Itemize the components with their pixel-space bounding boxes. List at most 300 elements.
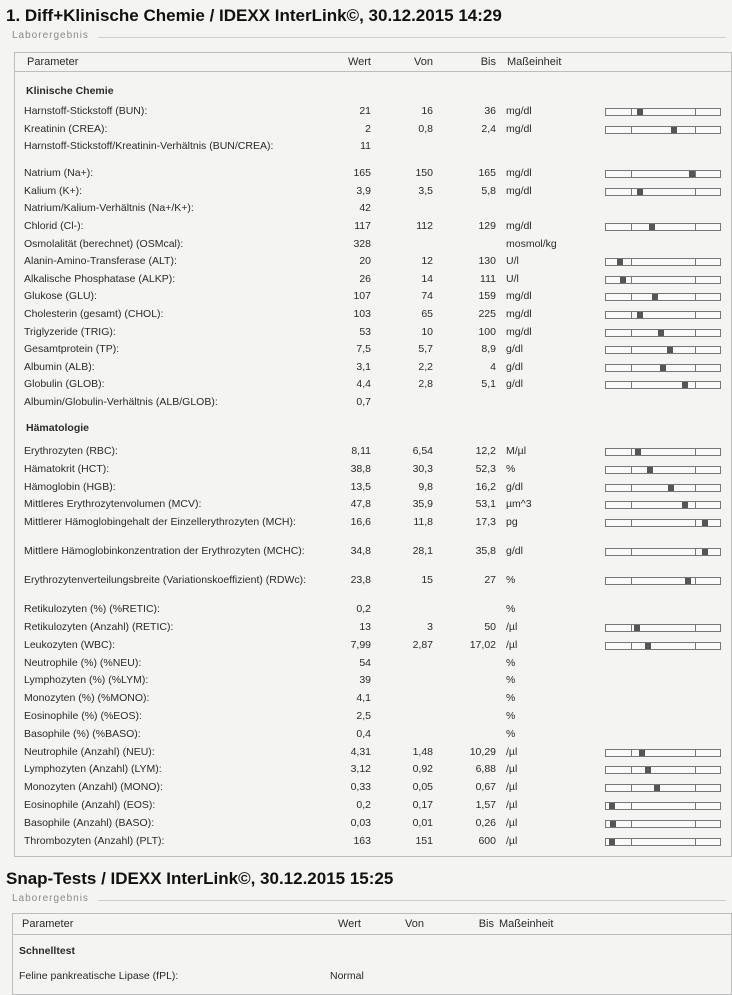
row-label: Albumin/Globulin-Verhältnis (ALB/GLOB):	[24, 396, 218, 408]
row-bis: 17,3	[475, 516, 496, 529]
snap-table-header	[13, 914, 731, 935]
range-marker	[620, 277, 626, 283]
range-tick	[631, 803, 632, 809]
row-unit: mg/dl	[506, 325, 532, 338]
row-label: Albumin (ALB):	[24, 360, 95, 373]
row-unit: M/µl	[506, 445, 527, 457]
row-von: 6,54	[412, 445, 433, 457]
row-unit: /µl	[506, 816, 518, 829]
range-bar	[605, 577, 721, 585]
row-wert: 13	[359, 621, 371, 633]
row-von: 112	[416, 220, 433, 232]
table-row	[15, 185, 731, 203]
range-marker	[617, 259, 623, 265]
row-von: 151	[415, 834, 433, 847]
range-marker	[645, 767, 651, 773]
row-unit: mg/dl	[506, 290, 532, 303]
row-label: Cholesterin (gesamt) (CHOL):	[24, 308, 164, 320]
row-von: 15	[421, 574, 433, 587]
range-tick	[631, 365, 632, 371]
range-tick	[695, 803, 696, 809]
row-bis: 0,67	[475, 781, 496, 794]
table-row	[15, 378, 731, 396]
table-row	[15, 781, 731, 799]
row-wert: 47,8	[350, 498, 371, 511]
table-row	[15, 123, 731, 141]
row-bis: 225	[478, 308, 496, 320]
row-unit: g/dl	[506, 480, 523, 493]
row-bis: 52,3	[475, 462, 496, 475]
range-bar	[605, 108, 721, 116]
row-bis: 6,88	[475, 763, 496, 776]
section-klinische-chemie: Klinische Chemie	[26, 85, 114, 97]
row-wert: 38,8	[350, 462, 371, 475]
range-bar	[605, 170, 721, 178]
table-row	[15, 202, 731, 220]
row-unit: %	[506, 710, 516, 722]
row-label: Monozyten (Anzahl) (MONO):	[24, 781, 163, 794]
range-tick	[631, 330, 632, 336]
table-header	[15, 53, 731, 72]
row-wert: 117	[354, 220, 371, 232]
snap-header-von: Von	[405, 918, 424, 930]
row-bis: 36	[484, 105, 496, 117]
range-tick	[631, 785, 632, 791]
row-label: Hämatokrit (HCT):	[24, 462, 110, 475]
row-label: Mittlerer Hämoglobingehalt der Einzellerythrozyten (MCH):	[24, 516, 296, 529]
row-von: 65	[421, 308, 433, 320]
range-marker	[668, 485, 674, 491]
row-label: Triglyzeride (TRIG):	[24, 325, 116, 338]
table-row	[15, 498, 731, 516]
row-wert: 0,4	[356, 727, 371, 740]
row-wert: 0,2	[356, 799, 371, 811]
range-marker	[647, 467, 653, 473]
range-bar	[605, 642, 721, 650]
row-unit: /µl	[506, 621, 518, 633]
range-tick	[631, 821, 632, 827]
range-tick	[695, 625, 696, 631]
header-unit: Maßeinheit	[507, 56, 562, 68]
header-parameter: Parameter	[27, 56, 79, 68]
range-bar	[605, 501, 721, 509]
row-von: 0,8	[418, 122, 433, 135]
range-tick	[695, 520, 696, 526]
table-row	[15, 710, 731, 728]
table-row	[15, 639, 731, 657]
table-row	[15, 463, 731, 481]
range-bar	[605, 784, 721, 792]
row-wert: 26	[359, 272, 371, 285]
row-von: 10	[421, 325, 433, 338]
row-unit: /µl	[506, 638, 518, 651]
range-marker	[654, 785, 660, 791]
range-tick	[695, 259, 696, 265]
row-unit: U/l	[506, 255, 519, 268]
row-wert: 107	[353, 290, 371, 303]
row-wert: 39	[359, 674, 371, 687]
row-von: 3	[427, 621, 433, 633]
table-row	[15, 167, 731, 185]
range-bar	[605, 838, 721, 846]
range-bar	[605, 749, 721, 757]
range-tick	[631, 189, 632, 195]
range-tick	[695, 224, 696, 230]
range-tick	[631, 767, 632, 773]
table-row	[15, 674, 731, 692]
range-marker	[671, 127, 677, 133]
range-tick	[631, 449, 632, 455]
row-bis: 130	[478, 255, 496, 268]
row-wert: 328	[353, 237, 371, 250]
row-wert: 3,1	[356, 360, 371, 373]
row-wert: 34,8	[350, 545, 371, 558]
range-tick	[695, 449, 696, 455]
section-legend: Laborergebnis	[12, 30, 89, 41]
row-bis: 129	[478, 220, 496, 232]
snap-table	[12, 913, 732, 995]
row-unit: /µl	[506, 745, 518, 758]
range-tick	[695, 467, 696, 473]
range-tick	[631, 839, 632, 845]
range-bar	[605, 519, 721, 527]
row-unit: pg	[506, 516, 518, 529]
row-von: 0,92	[412, 763, 433, 776]
range-bar	[605, 329, 721, 337]
range-bar	[605, 466, 721, 474]
range-tick	[631, 224, 632, 230]
row-unit: U/l	[506, 272, 519, 285]
row-label: Alanin-Amino-Transferase (ALT):	[24, 255, 177, 268]
row-unit: mg/dl	[506, 105, 532, 117]
table-row	[15, 361, 731, 379]
row-bis: 1,57	[475, 799, 496, 811]
snap-legend: Laborergebnis	[12, 893, 89, 904]
table-row	[15, 290, 731, 308]
row-von: 16	[421, 105, 433, 117]
table-row	[15, 817, 731, 835]
row-von: 150	[415, 167, 433, 180]
table-row	[15, 692, 731, 710]
range-tick	[631, 750, 632, 756]
table-row	[15, 545, 731, 574]
row-bis: 27	[484, 574, 496, 587]
range-tick	[695, 109, 696, 115]
row-unit: g/dl	[506, 360, 523, 373]
range-marker	[652, 294, 658, 300]
range-tick	[695, 750, 696, 756]
row-label: Erythrozytenverteilungsbreite (Variationskoeffizient) (RDWc):	[24, 574, 307, 587]
row-wert: 7,5	[356, 343, 371, 356]
row-wert: 3,12	[350, 763, 371, 776]
table-row	[15, 574, 731, 603]
row-label: Osmolalität (berechnet) (OSMcal):	[24, 237, 184, 250]
row-wert: 165	[353, 167, 371, 180]
row-unit: /µl	[506, 834, 518, 847]
row-label: Natrium/Kalium-Verhältnis (Na+/K+):	[24, 202, 194, 215]
range-marker	[685, 578, 691, 584]
range-marker	[649, 224, 655, 230]
range-tick	[695, 578, 696, 584]
row-wert: 4,1	[356, 692, 371, 705]
row-unit: %	[506, 727, 516, 740]
row-wert: 53	[359, 325, 371, 338]
row-bis: 159	[478, 290, 496, 303]
row-von: 2,87	[412, 638, 433, 651]
row-unit: mg/dl	[506, 308, 532, 320]
table-row	[15, 746, 731, 764]
row-bis: 100	[478, 325, 496, 338]
range-bar	[605, 548, 721, 556]
range-marker	[667, 347, 673, 353]
row-label: Harnstoff-Stickstoff/Kreatinin-Verhältnis (BUN/CREA):	[24, 140, 274, 153]
table-row	[15, 255, 731, 273]
range-bar	[605, 258, 721, 266]
range-tick	[695, 189, 696, 195]
row-von: 0,17	[412, 799, 433, 811]
table-row	[15, 516, 731, 545]
range-bar	[605, 311, 721, 319]
row-unit: µm^3	[506, 498, 532, 511]
header-von: Von	[414, 56, 433, 68]
row-unit: %	[506, 462, 516, 475]
range-bar	[605, 820, 721, 828]
range-tick	[695, 312, 696, 318]
row-wert: 23,8	[350, 574, 371, 587]
row-wert: 20	[359, 255, 371, 268]
row-label: Lymphozyten (%) (%LYM):	[24, 674, 149, 687]
row-wert: 42	[359, 202, 371, 215]
header-wert: Wert	[347, 56, 371, 68]
row-bis: 17,02	[469, 638, 496, 651]
row-label: Neutrophile (Anzahl) (NEU):	[24, 745, 155, 758]
range-bar	[605, 346, 721, 354]
row-wert: 21	[359, 105, 371, 117]
snap-header-parameter: Parameter	[22, 918, 74, 930]
range-bar	[605, 223, 721, 231]
row-label: Glukose (GLU):	[24, 290, 97, 303]
table-row	[15, 105, 731, 123]
row-wert: 163	[353, 834, 371, 847]
row-label: Eosinophile (%) (%EOS):	[24, 710, 142, 722]
range-bar	[605, 381, 721, 389]
range-marker	[635, 449, 641, 455]
range-marker	[702, 520, 708, 526]
table-row	[15, 238, 731, 256]
results-table	[14, 52, 732, 857]
row-von: 9,8	[418, 480, 433, 493]
range-tick	[631, 312, 632, 318]
row-bis: 10,29	[469, 745, 496, 758]
table-row	[15, 728, 731, 746]
snap-header-unit: Maßeinheit	[499, 918, 554, 930]
range-tick	[695, 365, 696, 371]
range-tick	[631, 520, 632, 526]
range-tick	[631, 625, 632, 631]
row-von: 30,3	[412, 462, 433, 475]
row-wert: 0,2	[356, 603, 371, 616]
row-unit: /µl	[506, 763, 518, 776]
row-von: 14	[421, 272, 433, 285]
row-label: Neutrophile (%) (%NEU):	[24, 656, 142, 669]
row-unit: %	[506, 692, 516, 705]
row-label: Eosinophile (Anzahl) (EOS):	[24, 799, 156, 811]
row-von: 0,05	[412, 781, 433, 794]
row-unit: g/dl	[506, 343, 523, 356]
range-marker	[682, 502, 688, 508]
row-unit: mg/dl	[506, 220, 532, 232]
table-row	[15, 326, 731, 344]
row-wert: 54	[359, 656, 371, 669]
row-wert: 13,5	[350, 480, 371, 493]
range-bar	[605, 126, 721, 134]
range-tick	[631, 549, 632, 555]
table-row	[15, 396, 731, 414]
snap-header-bis: Bis	[478, 918, 494, 930]
row-wert: 4,4	[356, 378, 371, 391]
row-bis: 5,1	[481, 378, 496, 391]
range-marker	[610, 821, 616, 827]
row-wert: 7,99	[350, 638, 371, 651]
row-von: 5,7	[418, 343, 433, 356]
range-bar	[605, 448, 721, 456]
row-von: 12	[421, 255, 433, 268]
range-marker	[637, 312, 643, 318]
header-bis: Bis	[480, 56, 496, 68]
range-bar	[605, 364, 721, 372]
table-row	[15, 621, 731, 639]
row-bis: 53,1	[475, 498, 496, 511]
table-row	[15, 763, 731, 781]
range-bar	[605, 484, 721, 492]
range-tick	[631, 347, 632, 353]
range-tick	[631, 127, 632, 133]
range-bar	[605, 802, 721, 810]
row-bis: 12,2	[475, 445, 496, 457]
table-row	[15, 657, 731, 675]
range-bar	[605, 188, 721, 196]
range-tick	[695, 485, 696, 491]
range-bar	[605, 766, 721, 774]
row-unit: mosmol/kg	[506, 237, 557, 250]
snap-title: Snap-Tests / IDEXX InterLink©, 30.12.2015 15:25	[6, 869, 394, 888]
row-label: Basophile (%) (%BASO):	[24, 727, 141, 740]
row-wert: 103	[353, 308, 371, 320]
row-label: Mittlere Hämoglobinkonzentration der Erythrozyten (MCHC):	[24, 545, 305, 558]
row-von: 3,5	[418, 184, 433, 197]
row-bis: 5,8	[481, 184, 496, 197]
row-label: Erythrozyten (RBC):	[24, 445, 118, 457]
row-unit: %	[506, 574, 516, 587]
row-bis: 50	[484, 621, 496, 633]
range-tick	[631, 382, 632, 388]
range-marker	[645, 643, 651, 649]
row-label: Feline pankreatische Lipase (fPL):	[19, 970, 179, 982]
row-unit: /µl	[506, 781, 518, 794]
row-unit: g/dl	[506, 545, 523, 558]
row-label: Natrium (Na+):	[24, 167, 94, 180]
range-marker	[682, 382, 688, 388]
range-tick	[695, 347, 696, 353]
range-tick	[631, 467, 632, 473]
table-row	[15, 603, 731, 621]
row-label: Leukozyten (WBC):	[24, 638, 116, 651]
row-bis: 0,26	[475, 816, 496, 829]
table-row	[15, 308, 731, 326]
row-bis: 111	[480, 272, 496, 285]
row-bis: 4	[490, 360, 496, 373]
row-label: Retikulozyten (%) (%RETIC):	[24, 603, 160, 616]
range-marker	[658, 330, 664, 336]
row-wert: 4,31	[350, 745, 371, 758]
row-von: 2,2	[418, 360, 433, 373]
row-wert: 3,9	[356, 184, 371, 197]
row-label: Kreatinin (CREA):	[24, 122, 108, 135]
row-label: Globulin (GLOB):	[24, 378, 105, 391]
range-tick	[631, 502, 632, 508]
row-wert: 0,03	[350, 816, 371, 829]
row-unit: %	[506, 603, 516, 616]
range-tick	[631, 578, 632, 584]
range-tick	[695, 549, 696, 555]
row-unit: mg/dl	[506, 167, 532, 180]
row-label: Chlorid (Cl-):	[24, 220, 84, 232]
row-wert: 16,6	[350, 516, 371, 529]
row-label: Hämoglobin (HGB):	[24, 480, 116, 493]
row-von: 1,48	[412, 745, 433, 758]
range-tick	[695, 502, 696, 508]
report-title: 1. Diff+Klinische Chemie / IDEXX InterLink©, 30.12.2015 14:29	[6, 6, 502, 25]
row-label: Monozyten (%) (%MONO):	[24, 692, 150, 705]
range-bar	[605, 276, 721, 284]
range-tick	[631, 259, 632, 265]
table-row	[15, 273, 731, 291]
row-bis: 2,4	[481, 122, 496, 135]
table-row	[15, 343, 731, 361]
row-von: 11,8	[413, 516, 433, 529]
snap-legend-divider	[98, 900, 726, 901]
range-marker	[637, 189, 643, 195]
legend-divider	[98, 37, 726, 38]
range-tick	[695, 382, 696, 388]
range-marker	[702, 549, 708, 555]
range-tick	[695, 127, 696, 133]
table-row	[15, 799, 731, 817]
range-tick	[695, 330, 696, 336]
row-label: Retikulozyten (Anzahl) (RETIC):	[24, 621, 174, 633]
row-unit: %	[506, 656, 516, 669]
range-tick	[631, 643, 632, 649]
row-bis: 165	[478, 167, 496, 180]
row-wert: 8,11	[351, 445, 371, 457]
row-label: Mittleres Erythrozytenvolumen (MCV):	[24, 498, 202, 511]
row-unit: /µl	[506, 799, 518, 811]
row-von: 28,1	[412, 545, 433, 558]
row-bis: 600	[478, 834, 496, 847]
range-marker	[689, 171, 695, 177]
range-tick	[631, 109, 632, 115]
range-bar	[605, 624, 721, 632]
range-tick	[695, 294, 696, 300]
range-marker	[634, 625, 640, 631]
range-marker	[609, 839, 615, 845]
range-tick	[631, 485, 632, 491]
table-row	[15, 445, 731, 463]
range-tick	[695, 785, 696, 791]
table-row	[15, 481, 731, 499]
row-wert: 0,7	[356, 396, 371, 408]
row-wert: 2,5	[356, 710, 371, 722]
